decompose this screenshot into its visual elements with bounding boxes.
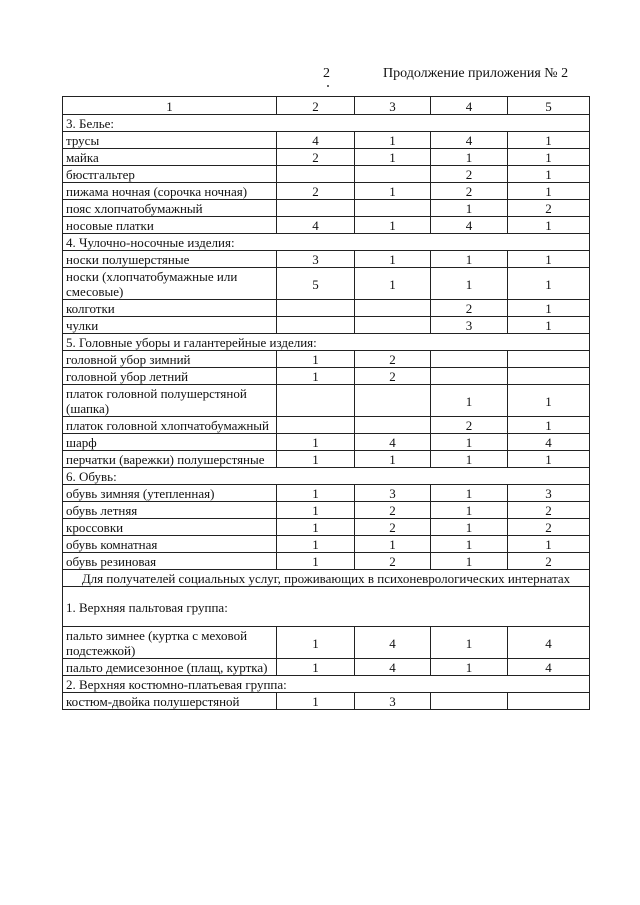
table-row <box>63 183 590 200</box>
value-cell: 1 <box>277 519 355 536</box>
item-name: пальто зимнее (куртка с меховой подстежкой) <box>63 627 277 659</box>
section-title: 2. Верхняя костюмно-платьевая группа: <box>63 676 590 693</box>
value-cell: 1 <box>431 251 508 268</box>
item-name: пижама ночная (сорочка ночная) <box>63 183 277 200</box>
value-cell <box>277 417 355 434</box>
value-cell: 1 <box>508 166 590 183</box>
item-name: обувь резиновая <box>63 553 277 570</box>
value-cell: 2 <box>431 300 508 317</box>
value-cell: 1 <box>431 659 508 676</box>
value-cell: 2 <box>431 166 508 183</box>
value-cell: 1 <box>277 502 355 519</box>
item-name: чулки <box>63 317 277 334</box>
value-cell: 2 <box>355 368 431 385</box>
value-cell: 2 <box>508 200 590 217</box>
value-cell <box>355 300 431 317</box>
item-name: обувь комнатная <box>63 536 277 553</box>
value-cell: 1 <box>355 132 431 149</box>
value-cell <box>277 200 355 217</box>
value-cell: 1 <box>431 519 508 536</box>
value-cell: 1 <box>355 268 431 300</box>
item-name: майка <box>63 149 277 166</box>
item-name: головной убор летний <box>63 368 277 385</box>
section-row <box>63 676 590 693</box>
table-row <box>63 149 590 166</box>
value-cell: 3 <box>355 485 431 502</box>
value-cell: 2 <box>355 519 431 536</box>
value-cell: 1 <box>508 183 590 200</box>
value-cell: 2 <box>355 351 431 368</box>
value-cell: 1 <box>431 553 508 570</box>
value-cell: 4 <box>355 434 431 451</box>
table-row <box>63 217 590 234</box>
table-row <box>63 519 590 536</box>
value-cell <box>277 300 355 317</box>
value-cell: 1 <box>431 434 508 451</box>
value-cell <box>355 166 431 183</box>
item-name: платок головной полушерстяной (шапка) <box>63 385 277 417</box>
item-name: носовые платки <box>63 217 277 234</box>
value-cell: 1 <box>355 251 431 268</box>
column-header: 1 <box>63 97 277 115</box>
table-body <box>63 97 590 710</box>
table-row <box>63 451 590 468</box>
table-row <box>63 434 590 451</box>
page-header <box>0 64 640 86</box>
value-cell: 1 <box>277 451 355 468</box>
value-cell: 3 <box>277 251 355 268</box>
value-cell: 4 <box>431 217 508 234</box>
section-title: 5. Головные уборы и галантерейные изделия: <box>63 334 590 351</box>
value-cell: 1 <box>277 659 355 676</box>
table-row <box>63 536 590 553</box>
item-name: пальто демисезонное (плащ, куртка) <box>63 659 277 676</box>
section-row <box>63 468 590 485</box>
value-cell: 4 <box>508 434 590 451</box>
value-cell: 2 <box>508 553 590 570</box>
table-row <box>63 417 590 434</box>
table-row <box>63 627 590 659</box>
table-row <box>63 251 590 268</box>
value-cell <box>355 417 431 434</box>
value-cell <box>508 351 590 368</box>
section-row <box>63 587 590 627</box>
value-cell: 1 <box>508 268 590 300</box>
value-cell <box>508 368 590 385</box>
value-cell: 1 <box>277 368 355 385</box>
value-cell: 4 <box>508 659 590 676</box>
value-cell: 1 <box>355 451 431 468</box>
table-row <box>63 485 590 502</box>
value-cell: 1 <box>355 536 431 553</box>
value-cell: 1 <box>431 200 508 217</box>
value-cell: 1 <box>277 536 355 553</box>
value-cell: 1 <box>508 385 590 417</box>
value-cell <box>277 317 355 334</box>
value-cell: 1 <box>508 536 590 553</box>
value-cell: 1 <box>355 183 431 200</box>
table-row <box>63 317 590 334</box>
value-cell: 1 <box>508 149 590 166</box>
column-header: 3 <box>355 97 431 115</box>
value-cell: 2 <box>277 149 355 166</box>
column-header: 5 <box>508 97 590 115</box>
section-title: 3. Белье: <box>63 115 590 132</box>
value-cell <box>431 693 508 710</box>
item-name: перчатки (варежки) полушерстяные <box>63 451 277 468</box>
table-row <box>63 132 590 149</box>
table-row <box>63 166 590 183</box>
value-cell: 5 <box>277 268 355 300</box>
table-row <box>63 368 590 385</box>
item-name: платок головной хлопчатобумажный <box>63 417 277 434</box>
table-row <box>63 502 590 519</box>
value-cell <box>277 166 355 183</box>
value-cell: 1 <box>355 217 431 234</box>
value-cell <box>355 317 431 334</box>
appendix-continuation-title: Продолжение приложения № 2 <box>383 66 569 81</box>
value-cell: 1 <box>277 693 355 710</box>
value-cell: 1 <box>277 434 355 451</box>
section-row <box>63 334 590 351</box>
section-title: 6. Обувь: <box>63 468 590 485</box>
value-cell: 4 <box>277 217 355 234</box>
value-cell: 4 <box>277 132 355 149</box>
value-cell <box>431 368 508 385</box>
value-cell: 2 <box>431 183 508 200</box>
value-cell: 1 <box>431 268 508 300</box>
item-name: бюстгальтер <box>63 166 277 183</box>
section-row <box>63 234 590 251</box>
table-row <box>63 659 590 676</box>
subheading-row <box>63 570 590 587</box>
value-cell: 1 <box>277 553 355 570</box>
column-header-row <box>63 97 590 115</box>
value-cell: 1 <box>431 149 508 166</box>
value-cell: 1 <box>508 317 590 334</box>
page-number: 2 <box>323 66 330 81</box>
table-row <box>63 300 590 317</box>
item-name: кроссовки <box>63 519 277 536</box>
value-cell: 4 <box>431 132 508 149</box>
value-cell: 1 <box>277 485 355 502</box>
table-row <box>63 385 590 417</box>
value-cell: 1 <box>508 300 590 317</box>
value-cell: 1 <box>508 417 590 434</box>
subheading-title: Для получателей социальных услуг, проживающих в психоневрологических интернатах <box>63 570 590 587</box>
value-cell: 1 <box>431 451 508 468</box>
value-cell: 3 <box>508 485 590 502</box>
value-cell: 1 <box>355 149 431 166</box>
section-row <box>63 115 590 132</box>
value-cell: 4 <box>355 627 431 659</box>
column-header: 4 <box>431 97 508 115</box>
value-cell <box>355 200 431 217</box>
value-cell: 3 <box>355 693 431 710</box>
value-cell <box>431 351 508 368</box>
item-name: головной убор зимний <box>63 351 277 368</box>
scan-dot <box>327 85 329 87</box>
value-cell: 4 <box>355 659 431 676</box>
item-name: обувь зимняя (утепленная) <box>63 485 277 502</box>
value-cell: 1 <box>508 217 590 234</box>
value-cell: 2 <box>431 417 508 434</box>
value-cell: 1 <box>431 385 508 417</box>
item-name: костюм-двойка полушерстяной <box>63 693 277 710</box>
item-name: носки полушерстяные <box>63 251 277 268</box>
value-cell: 2 <box>355 502 431 519</box>
value-cell <box>277 385 355 417</box>
column-header: 2 <box>277 97 355 115</box>
value-cell: 4 <box>508 627 590 659</box>
table-row <box>63 268 590 300</box>
item-name: шарф <box>63 434 277 451</box>
item-name: колготки <box>63 300 277 317</box>
value-cell: 2 <box>355 553 431 570</box>
table-row <box>63 351 590 368</box>
value-cell <box>355 385 431 417</box>
section-title: 1. Верхняя пальтовая группа: <box>63 587 590 627</box>
value-cell: 1 <box>431 627 508 659</box>
table-row <box>63 693 590 710</box>
value-cell: 1 <box>277 351 355 368</box>
value-cell: 1 <box>431 485 508 502</box>
value-cell: 1 <box>508 451 590 468</box>
value-cell: 1 <box>277 627 355 659</box>
value-cell: 2 <box>508 502 590 519</box>
section-title: 4. Чулочно-носочные изделия: <box>63 234 590 251</box>
value-cell <box>508 693 590 710</box>
value-cell: 1 <box>508 132 590 149</box>
value-cell: 1 <box>508 251 590 268</box>
value-cell: 3 <box>431 317 508 334</box>
item-name: обувь летняя <box>63 502 277 519</box>
item-name: носки (хлопчатобумажные или смесовые) <box>63 268 277 300</box>
value-cell: 2 <box>277 183 355 200</box>
value-cell: 1 <box>431 502 508 519</box>
value-cell: 1 <box>431 536 508 553</box>
value-cell: 2 <box>508 519 590 536</box>
table-row <box>63 200 590 217</box>
item-name: трусы <box>63 132 277 149</box>
clothing-norms-table <box>62 96 590 710</box>
table-row <box>63 553 590 570</box>
item-name: пояс хлопчатобумажный <box>63 200 277 217</box>
